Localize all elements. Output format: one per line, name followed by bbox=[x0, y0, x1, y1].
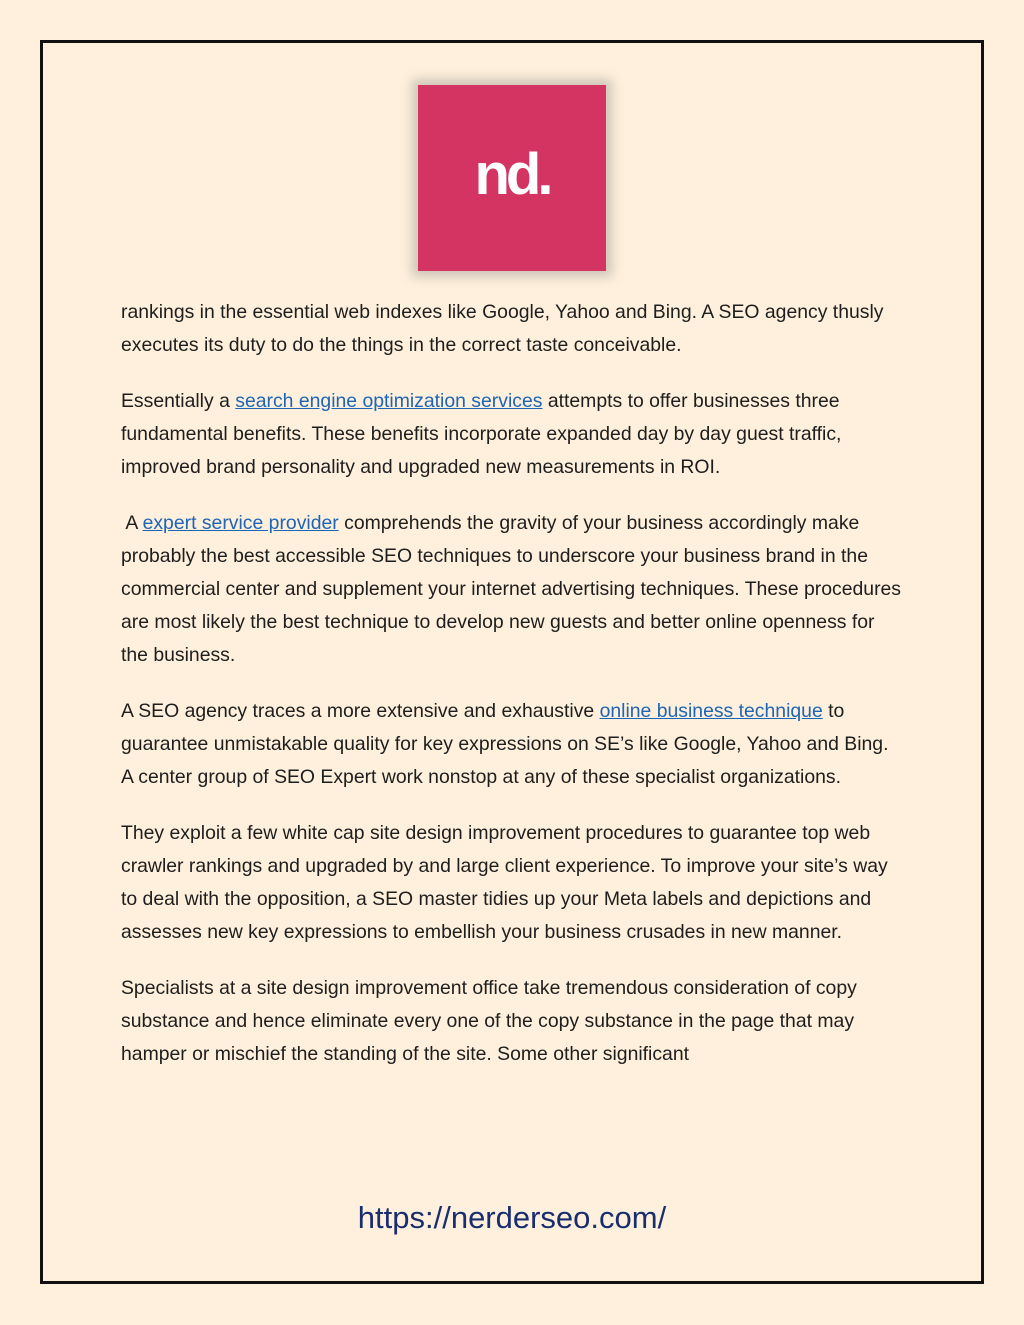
paragraph-3-before: A bbox=[121, 512, 143, 534]
paragraph-2-after: attempts to offer businesses three fundamental benefits. These benefits incorporate expanded day by day guest traffic, improved brand personality and upgraded new measurements in ROI. bbox=[121, 390, 842, 478]
paragraph-3 bbox=[121, 507, 901, 672]
paragraph-2 bbox=[121, 385, 901, 484]
seo-services-link[interactable]: search engine optimization services bbox=[235, 390, 543, 412]
brand-logo bbox=[418, 85, 606, 271]
logo-badge bbox=[418, 85, 606, 271]
paragraph-1: rankings in the essential web indexes like Google, Yahoo and Bing. A SEO agency thusly executes its duty to do the things in the correct taste conceivable. bbox=[121, 301, 884, 356]
article-body bbox=[121, 296, 901, 1094]
footer-website-url: https://nerderseo.com/ bbox=[357, 1200, 667, 1235]
paragraph-3-after: comprehends the gravity of your business accordingly make probably the best accessible SEO techniques to underscore your business brand in the commercial center and supplement your internet advertising techniques. These procedures are most likely the best technique to develop new guests and better online openness for the business. bbox=[121, 512, 901, 666]
paragraph-6: Specialists at a site design improvement office take tremendous consideration of copy substance and hence eliminate every one of the copy substance in the page that may hamper or mischief the standing of the site. Some other significant bbox=[121, 977, 857, 1065]
paragraph-4-before: A SEO agency traces a more extensive and exhaustive bbox=[121, 700, 600, 722]
logo-text: nd. bbox=[474, 142, 550, 207]
online-business-link[interactable]: online business technique bbox=[599, 700, 823, 722]
paragraph-4 bbox=[121, 695, 901, 794]
expert-provider-link[interactable]: expert service provider bbox=[142, 512, 339, 534]
paragraph-2-before: Essentially a bbox=[121, 390, 236, 412]
paragraph-4-after: to guarantee unmistakable quality for key expressions on SE’s like Google, Yahoo and Bing. A center group of SEO Expert work nonstop at any of these specialist organizations. bbox=[121, 700, 889, 788]
paragraph-5: They exploit a few white cap site design improvement procedures to guarantee top web crawler rankings and upgraded by and large client experience. To improve your site’s way to deal with the opposition, a SEO master tidies up your Meta labels and depictions and assesses new key expressions to embellish your business crusades in new manner. bbox=[121, 822, 888, 943]
